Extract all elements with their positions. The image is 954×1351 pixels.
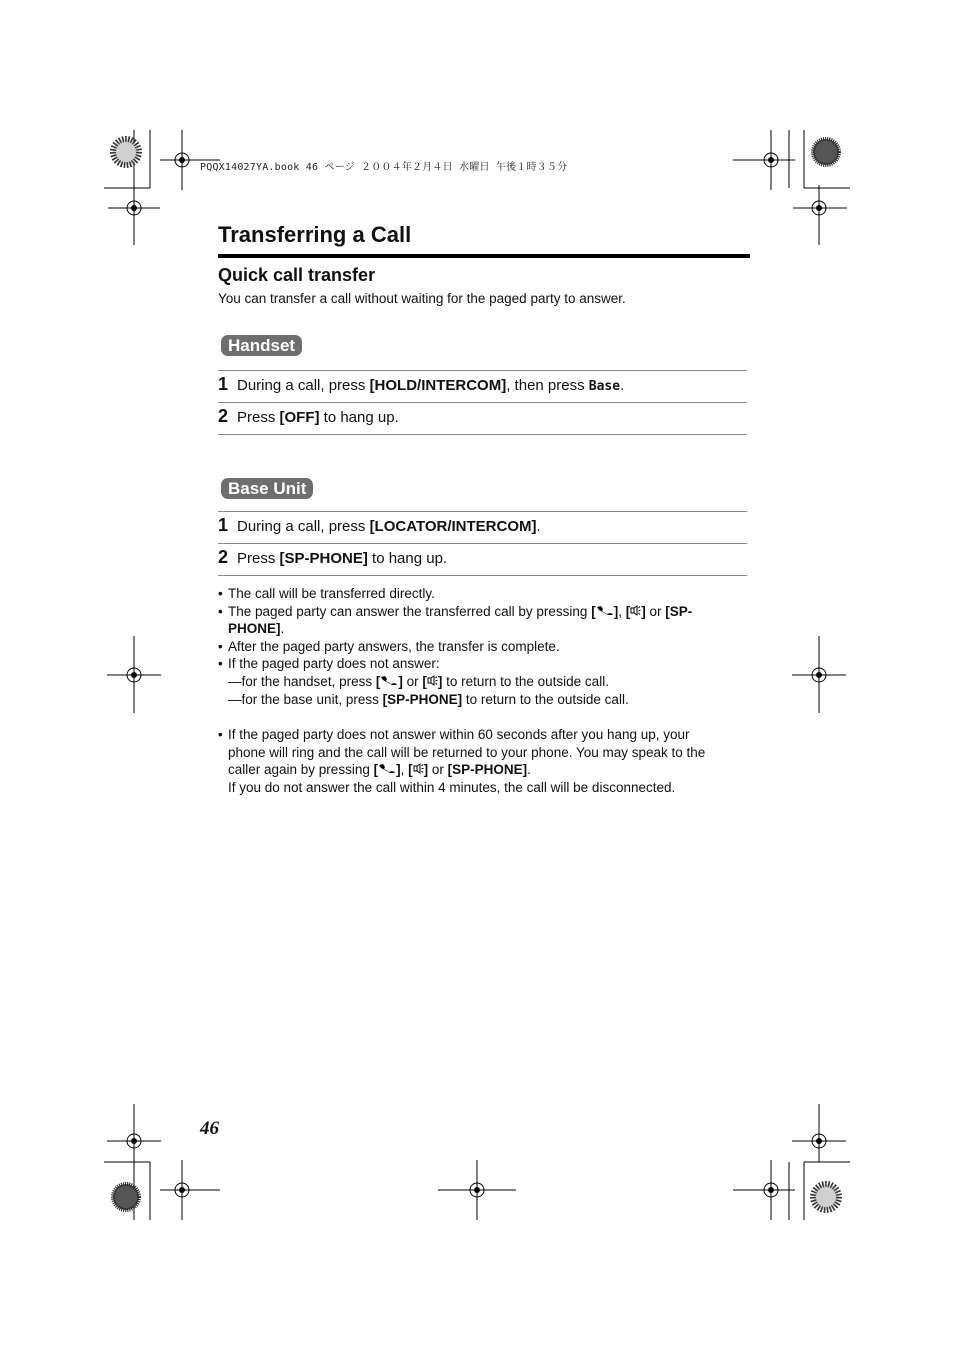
handset-step-1: 1 During a call, press [HOLD/INTERCOM], then press Base.	[218, 374, 625, 394]
base-unit-badge: Base Unit	[221, 478, 313, 499]
talk-key-icon: [ ]	[591, 603, 619, 619]
section-intro: You can transfer a call without waiting for the paged party to answer.	[218, 291, 626, 306]
step-number: 1	[218, 515, 229, 535]
note-item: • The paged party can answer the transferred call by pressing [ ], [ ] or [SP- PHONE].	[218, 603, 748, 638]
divider	[218, 402, 747, 403]
note-item: • The call will be transferred directly.	[218, 585, 748, 603]
handset-badge: Handset	[221, 335, 302, 356]
note-item: • If the paged party does not answer within 60 seconds after you hang up, your phone will ring and the call will be returned to your phone. You may speak to the caller again by pressing [ ], [ ] or [SP-PHONE]. If you do not answer the call within 4 minutes, the call will be disconnected.	[218, 726, 748, 796]
display-text: Base	[588, 379, 621, 394]
divider	[218, 370, 747, 371]
print-file-info: PQQX14027YA.book 46 ページ ２００４年２月４日 水曜日 午後１時３５分	[200, 162, 568, 173]
handset-step-2: 2 Press [OFF] to hang up.	[218, 406, 399, 426]
locator-intercom-key: [LOCATOR/INTERCOM]	[369, 518, 537, 535]
step-number: 1	[218, 374, 229, 394]
divider	[218, 511, 747, 512]
step-number: 2	[218, 547, 229, 567]
section-subtitle: Quick call transfer	[218, 265, 376, 285]
sp-phone-key: [SP-PHONE]	[279, 550, 368, 567]
note-item: • If the paged party does not answer: —for the handset, press [ ] or [ ] to return to the outside call. —for the base unit, press [SP-PHONE] to return to the outside call.	[218, 655, 748, 708]
base-step-2: 2 Press [SP-PHONE] to hang up.	[218, 547, 448, 567]
talk-key-icon: [ ]	[373, 762, 401, 778]
title-rule	[218, 254, 750, 258]
notes	[218, 585, 748, 797]
talk-key-icon: [ ]	[375, 673, 403, 689]
speaker-key-icon: [ ]	[408, 762, 429, 778]
base-step-1: 1 During a call, press [LOCATOR/INTERCOM].	[218, 515, 541, 535]
off-key: [OFF]	[279, 409, 320, 426]
speaker-key-icon: [ ]	[625, 603, 646, 619]
note-item: • After the paged party answers, the transfer is complete.	[218, 638, 748, 656]
page-title: Transferring a Call	[218, 222, 412, 247]
speaker-key-icon: [ ]	[422, 673, 443, 689]
divider	[218, 434, 747, 435]
divider	[218, 543, 747, 544]
step-number: 2	[218, 406, 229, 426]
page-number: 46	[200, 1118, 219, 1139]
divider	[218, 575, 747, 576]
hold-intercom-key: [HOLD/INTERCOM]	[369, 377, 507, 394]
